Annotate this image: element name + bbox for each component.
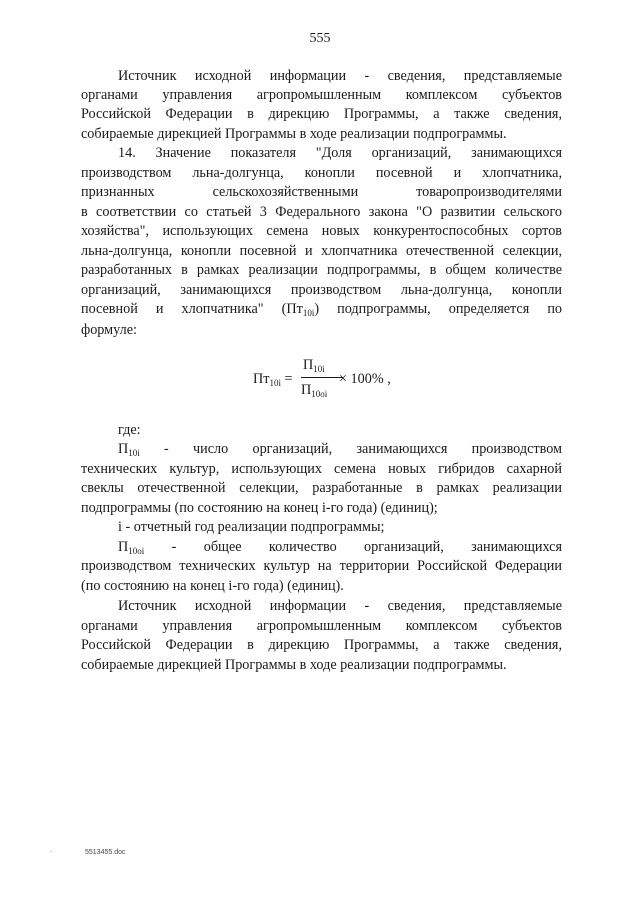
footer-filename: 5513455.doc [85,849,126,856]
text-line: Российской Федерации в дирекцию Программы, а также сведения, [81,106,562,122]
formula [253,357,453,407]
text-fragment: - число организаций, занимающихся производством [164,441,562,457]
definition-symbol: $П_{10i}$ [118,441,140,458]
text-line: 14. Значение показателя "Доля организаций, занимающихся [118,145,562,161]
subscript: 10i [302,308,315,318]
formula-symbol: Пт [253,371,270,387]
text-line: производством технических культур на территории Российской Федерации [81,558,562,574]
fraction-bar [301,377,343,378]
text-line [81,301,562,319]
subscript: 10i [269,378,281,388]
equals-sign: = [284,371,293,387]
text-line: собираемые дирекцией Программы в ходе реализации подпрограммы. [81,126,507,142]
text-line: в соответствии со статьей 3 Федерального закона "О развитии сельского [81,204,562,220]
text-line: признанных сельскохозяйственными товаропроизводителями [81,184,562,200]
page-number: 555 [309,31,331,46]
text-line: органами управления агропромышленным комплексом субъектов [81,618,562,634]
text-line [118,441,562,459]
formula-rhs: × 100% , [339,371,391,387]
formula-symbol: П [303,357,314,373]
text-line: органами управления агропромышленным комплексом субъектов [81,87,562,103]
text-line: свеклы отечественной селекции, разработанные в рамках реализации [81,480,562,496]
text-line: формуле: [81,322,137,338]
text-line: Источник исходной информации - сведения, представляемые [118,598,562,614]
text-line: хозяйства", использующих семена новых конкурентоспособных сортов [81,223,562,239]
subscript: 10i [313,364,325,374]
definition-i: i - отчетный год реализации подпрограммы; [118,519,385,535]
numerator [303,357,325,374]
text-fragment: - общее количество организаций, занимающихся [171,539,563,555]
formula-symbol: П [301,382,312,398]
text-line: разработанных в рамках реализации подпрограммы, в общем количестве [81,262,562,278]
formula-lhs [253,371,293,388]
text-line: производством льна-долгунца, конопли посевной и хлопчатника, [81,165,562,181]
text-line [118,539,562,557]
text-line: Российской Федерации в дирекцию Программы, а также сведения, [81,637,562,653]
margin-mark: · [50,848,53,856]
text-line: льна-долгунца, конопли посевной и хлопчатника отечественной селекции, [81,243,562,259]
definition-symbol: $П_{10oi}$ [118,539,145,556]
text-line: организаций, занимающихся производством льна-долгунца, конопли [81,282,562,298]
text-line: (по состоянию на конец i-го года) (единиц). [81,578,344,594]
text-line: технических культур, использующих семена новых гибридов сахарной [81,461,562,477]
text-line: подпрограммы (по состоянию на конец i-го года) (единиц); [81,500,438,516]
denominator [301,382,327,399]
text-fragment: ) подпрограммы, определяется по [314,301,563,317]
text-line: собираемые дирекцией Программы в ходе реализации подпрограммы. [81,657,507,673]
text-line: Источник исходной информации - сведения, представляемые [118,68,562,84]
where-label: где: [118,422,141,438]
text-fragment: посевной и хлопчатника" (Пт [81,301,303,317]
subscript: 10oi [311,389,328,399]
